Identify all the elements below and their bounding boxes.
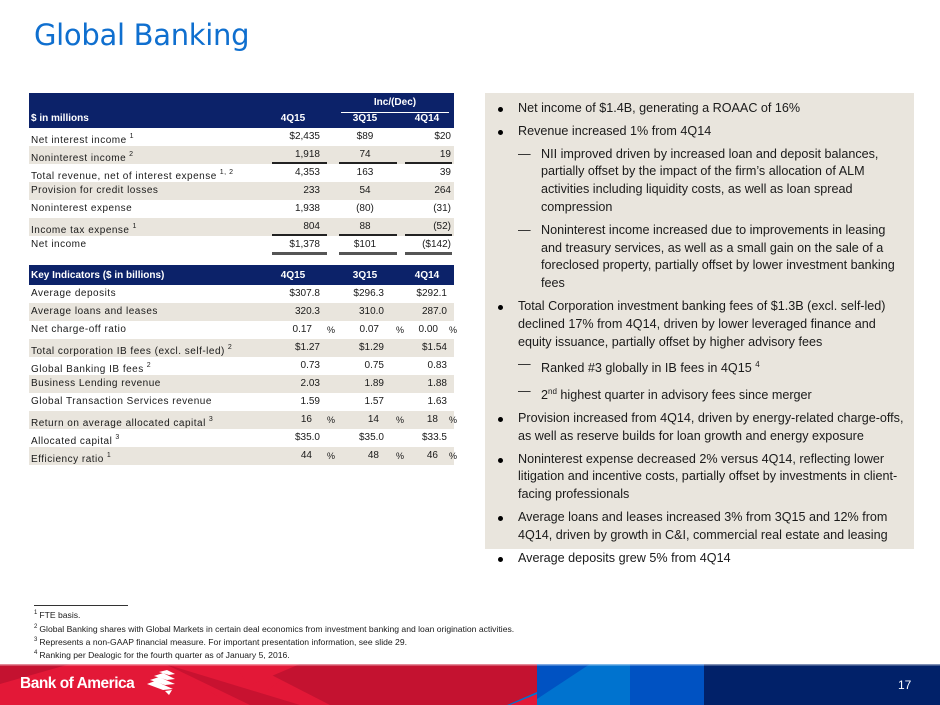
cell-value: 0.17 — [292, 324, 312, 335]
footnote-number: 4 — [34, 650, 38, 656]
row-label-text: Average deposits — [31, 288, 117, 299]
cell-value: 1.59 — [300, 396, 320, 407]
bullet-item — [485, 410, 905, 446]
row-label — [31, 200, 132, 218]
cell-value: 44 — [300, 450, 312, 461]
sub-bullet-item — [485, 146, 905, 217]
footnote-ref: 2 — [129, 151, 134, 158]
cell-value: 48 — [367, 450, 379, 461]
cell-value: 88 — [359, 221, 371, 232]
page-number: 17 — [898, 678, 912, 692]
row-label-text: Noninterest expense — [31, 203, 133, 214]
row-label — [31, 285, 116, 303]
bullet-item — [485, 100, 905, 118]
row-label — [31, 393, 212, 411]
table-row — [29, 411, 458, 429]
cell-value: $292.1 — [416, 288, 447, 299]
footer-band — [0, 664, 940, 705]
row-label-text: Provision for credit losses — [31, 185, 159, 196]
bullet-dot-icon — [498, 417, 503, 422]
cell-value: 233 — [303, 185, 320, 196]
footnote-ref: 4 — [755, 360, 760, 370]
flag-logo-icon — [145, 670, 183, 696]
bullet-text: Provision increased from 4Q14, driven by energy-related charge-offs, as well as reserve builds for loan growth and energy exposure — [518, 410, 904, 443]
bullet-text: Revenue increased 1% from 4Q14 — [518, 123, 712, 138]
cell-value: 2.03 — [300, 378, 320, 389]
cell-value: 287.0 — [421, 306, 447, 317]
cell-value: 18 — [426, 414, 438, 425]
table-row — [29, 357, 454, 375]
footnote-number: 3 — [34, 637, 38, 643]
bullet-dot-icon — [498, 305, 503, 310]
bullet-text: Average loans and leases increased 3% from 3Q15 and 12% from 4Q14, driven by growth in C&I, commercial real estate and leasing — [518, 509, 888, 542]
highlights-panel — [485, 93, 914, 565]
percent-sign: % — [396, 415, 405, 425]
cell-value: 39 — [439, 167, 451, 178]
percent-sign: % — [449, 325, 458, 335]
footnote — [34, 624, 514, 634]
bullet-text: Noninterest expense decreased 2% versus 4Q14, reflecting lower litigation and incentive costs, partially offset by investments in client-facing professionals — [518, 451, 898, 502]
cell-value: 14 — [367, 414, 379, 425]
cell-value: $101 — [353, 239, 377, 250]
table-header — [29, 265, 454, 285]
bullet-text: Average deposits grew 5% from 4Q14 — [518, 550, 731, 565]
footnote-text: Represents a non-GAAP financial measure. For important presentation information, see slide 29. — [39, 637, 407, 647]
cell-value: 0.73 — [300, 360, 320, 371]
cell-value: 0.07 — [359, 324, 379, 335]
percent-sign: % — [327, 451, 336, 461]
column-header: 4Q14 — [414, 113, 440, 124]
footnote — [34, 610, 80, 620]
cell-value: $296.3 — [353, 288, 384, 299]
row-label-text: Total revenue, net of interest expense — [31, 171, 217, 182]
row-label-text: Noninterest income — [31, 153, 127, 164]
table-row — [29, 218, 454, 236]
footnote-divider — [34, 605, 128, 606]
cell-value: $1,378 — [289, 239, 320, 250]
bullet-text: Ranked #3 globally in IB fees in 4Q15 — [541, 361, 752, 376]
row-label-text: Efficiency ratio — [31, 454, 104, 465]
ordinal-suffix: nd — [548, 387, 557, 397]
dash-icon: — — [518, 222, 531, 237]
cell-value: (52) — [433, 221, 451, 232]
row-label-text: Net interest income — [31, 135, 127, 146]
bullet-item — [485, 550, 905, 568]
cell-value: $2,435 — [289, 131, 320, 142]
header-label: $ in millions — [31, 113, 89, 124]
row-label — [31, 321, 126, 339]
cell-value: 74 — [359, 149, 371, 160]
cell-value: $33.5 — [421, 432, 447, 443]
key-indicators-table — [29, 265, 458, 465]
table-row — [29, 164, 454, 182]
percent-sign: % — [449, 415, 458, 425]
bullet-text: Noninterest income increased due to improvements in leasing and treasury services, as well as a small gain on the sale of a foreclosed property, partially offset by lower investment banking fees — [541, 222, 895, 291]
table-row — [29, 236, 454, 254]
bullet-dot-icon — [498, 107, 503, 112]
double-underline — [405, 252, 452, 255]
cell-value: (80) — [356, 203, 374, 214]
dash-icon: — — [518, 384, 531, 399]
cell-value: ($142) — [422, 239, 451, 250]
footnote-ref: 3 — [115, 434, 120, 441]
cell-value: 1.88 — [427, 378, 447, 389]
cell-value: $1.29 — [358, 342, 384, 353]
footnote-number: 2 — [34, 624, 38, 630]
cell-value: 1,918 — [294, 149, 320, 160]
footnote-ref: 2 — [227, 344, 233, 351]
table-row — [29, 146, 454, 164]
bullet-dot-icon — [498, 458, 503, 463]
bullet-item — [485, 509, 905, 545]
row-label — [31, 375, 161, 393]
row-label — [31, 182, 158, 200]
cell-value: 1,938 — [294, 203, 320, 214]
sub-bullet-item — [485, 222, 905, 293]
footnote-number: 1 — [34, 610, 38, 616]
column-header: 4Q15 — [280, 270, 306, 281]
cell-value: 0.75 — [364, 360, 384, 371]
bullet-dot-icon — [498, 130, 503, 135]
table-row — [29, 128, 454, 146]
row-label — [31, 236, 87, 254]
footnote-text: FTE basis. — [39, 610, 81, 620]
footnote — [34, 650, 290, 660]
bullet-text: Total Corporation investment banking fees of $1.3B (excl. self-led) declined 17% from 4Q14, driven by lower leveraged finance and equity issuance, partially offset by higher advisory fees — [518, 298, 886, 349]
cell-value: $1.27 — [294, 342, 320, 353]
cell-value: $35.0 — [358, 432, 384, 443]
cell-value: 310.0 — [358, 306, 384, 317]
bullet-item — [485, 451, 905, 504]
cell-value: 0.83 — [427, 360, 447, 371]
table-row — [29, 447, 458, 465]
percent-sign: % — [449, 451, 458, 461]
table-row — [29, 393, 454, 411]
cell-value: $20 — [434, 131, 451, 142]
footnote-ref: 1 — [132, 223, 137, 230]
bullet-text: Net income of $1.4B, generating a ROAAC of 16% — [518, 101, 801, 115]
bullet-text: NII improved driven by increased loan and deposit balances, partially offset by the impact of the firm’s allocation of ALM activities including liquidity costs, as well as loan spread compression — [541, 146, 879, 214]
cell-value: 1.89 — [364, 378, 384, 389]
cell-value: (31) — [433, 203, 451, 214]
row-label-text: Business Lending revenue — [31, 378, 161, 389]
percent-sign: % — [396, 451, 405, 461]
bullet-item — [485, 123, 905, 141]
double-underline — [272, 252, 327, 255]
row-label-text: Net income — [31, 239, 87, 250]
bullet-text: highest quarter in advisory fees since merger — [556, 388, 812, 403]
row-label-text: Return on average allocated capital — [31, 418, 206, 429]
column-header: 3Q15 — [352, 270, 378, 281]
percent-sign: % — [396, 325, 405, 335]
cell-value: 264 — [434, 185, 451, 196]
cell-value: 0.00 — [418, 324, 438, 335]
footnote-ref: 3 — [208, 416, 214, 423]
table-row — [29, 321, 458, 339]
dash-icon: — — [518, 357, 531, 372]
cell-value: 54 — [359, 185, 371, 196]
inc-dec-label: Inc/(Dec) — [341, 97, 449, 113]
cell-value: 320.3 — [294, 306, 320, 317]
financial-summary-table — [29, 93, 454, 254]
cell-value: $35.0 — [294, 432, 320, 443]
table-row — [29, 182, 454, 200]
dash-icon: — — [518, 146, 531, 161]
bullet-text-prefix: 2 — [541, 388, 549, 403]
footnote-ref: 1, 2 — [219, 169, 234, 176]
row-label — [31, 303, 158, 321]
column-header: 3Q15 — [352, 113, 378, 124]
table-row — [29, 339, 454, 357]
row-label-text: Net charge-off ratio — [31, 324, 127, 335]
footnote-text: Ranking per Dealogic for the fourth quarter as of January 5, 2016. — [39, 650, 290, 660]
cell-value: 1.57 — [364, 396, 384, 407]
bullet-item — [485, 298, 905, 351]
row-label-text: Income tax expense — [31, 225, 130, 236]
percent-sign: % — [327, 325, 336, 335]
page-title: Global Banking — [34, 18, 250, 52]
cell-value: $1.54 — [421, 342, 447, 353]
footnote-ref: 2 — [146, 362, 152, 369]
cell-value: $89 — [356, 131, 374, 142]
header-label: Key Indicators ($ in billions) — [31, 270, 165, 281]
row-label-text: Total corporation IB fees (excl. self-led) — [31, 346, 225, 357]
row-label-text: Average loans and leases — [31, 306, 158, 317]
table-header — [29, 93, 454, 128]
cell-value: 16 — [300, 414, 312, 425]
cell-value: 19 — [439, 149, 451, 160]
bank-of-america-logo: Bank of America — [20, 675, 135, 692]
table-row — [29, 429, 454, 447]
cell-value: 804 — [303, 221, 320, 232]
table-row — [29, 303, 454, 321]
row-label-text: Global Transaction Services revenue — [31, 396, 212, 407]
table-row — [29, 375, 454, 393]
row-label-text: Global Banking IB fees — [31, 364, 144, 375]
percent-sign: % — [327, 415, 336, 425]
footnote-ref: 1 — [106, 452, 112, 459]
row-label-text: Allocated capital — [31, 436, 113, 447]
footnote-text: Global Banking shares with Global Markets in certain deal economics from investment banking and loan origination activities. — [39, 624, 515, 634]
cell-value: $307.8 — [289, 288, 320, 299]
bullet-dot-icon — [498, 557, 503, 562]
cell-value: 163 — [356, 167, 374, 178]
sub-bullet-item — [485, 356, 905, 378]
bullet-dot-icon — [498, 516, 503, 521]
cell-value: 46 — [426, 450, 438, 461]
footnote — [34, 637, 407, 647]
footnote-ref: 1 — [129, 133, 135, 140]
footer-background — [0, 664, 940, 705]
column-header: 4Q15 — [280, 113, 306, 124]
cell-value: 4,353 — [294, 167, 320, 178]
double-underline — [339, 252, 397, 255]
sub-bullet-item — [485, 383, 905, 405]
cell-value: 1.63 — [427, 396, 447, 407]
table-row — [29, 285, 454, 303]
row-label — [31, 447, 111, 469]
table-row — [29, 200, 454, 218]
column-header: 4Q14 — [414, 270, 440, 281]
